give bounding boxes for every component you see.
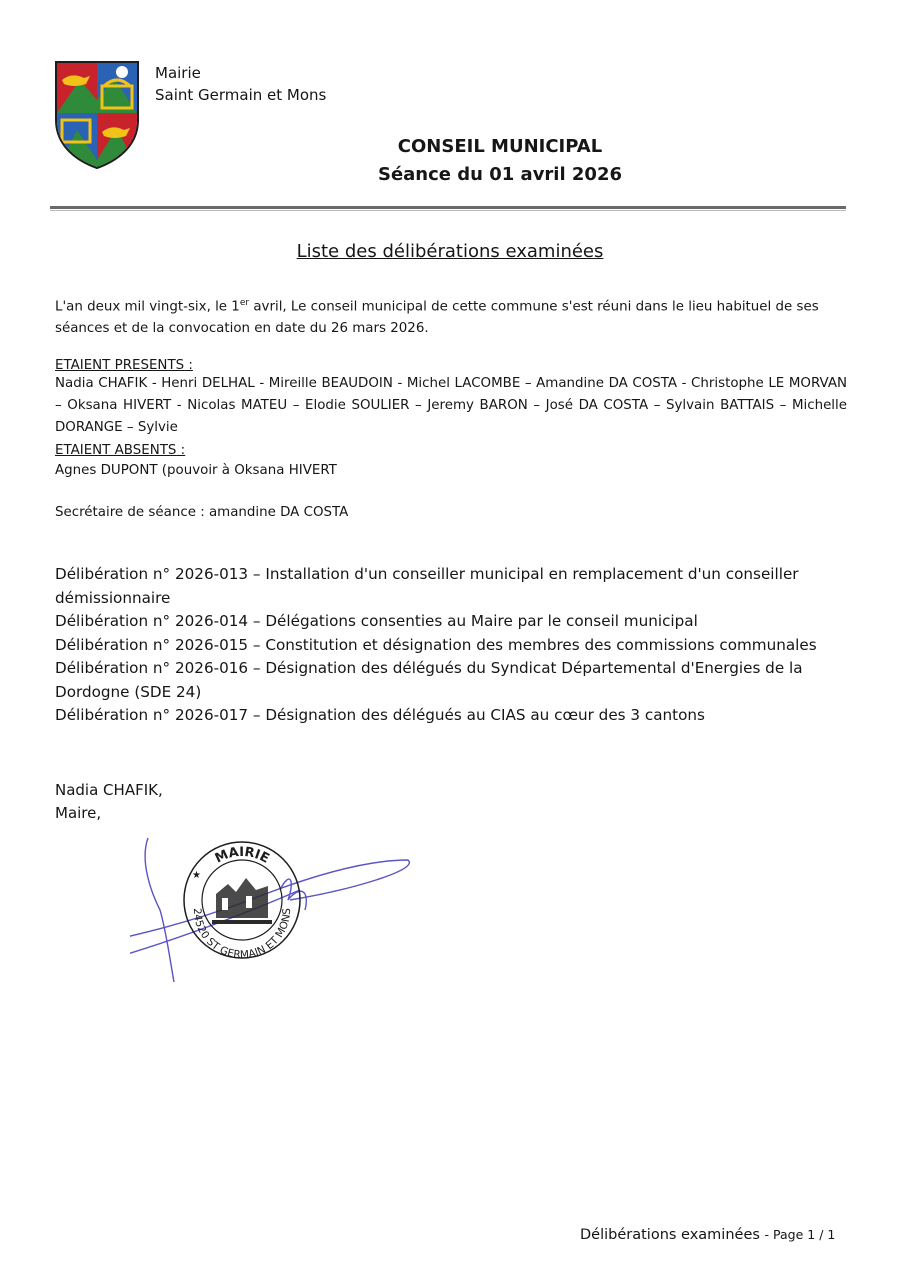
intro-paragraph: [55, 292, 847, 340]
header-divider: [50, 206, 846, 209]
seal-emblem: [212, 878, 272, 924]
absents-label: ETAIENT ABSENTS: [55, 443, 177, 458]
deliberation-item: Délibération n° 2026-016 – Désignation des délégués du Syndicat Départemental d'Energies de la Dordogne (SDE 24): [55, 659, 803, 701]
mairie-line-1: Mairie: [155, 64, 201, 82]
signature-and-seal: [130, 830, 420, 990]
page-footer: [580, 1227, 835, 1243]
presents-label: ETAIENT PRESENTS: [55, 358, 185, 373]
session-secretary: Secrétaire de séance : amandine DA COSTA: [55, 505, 349, 520]
deliberation-item: Délibération n° 2026-015 – Constitution et désignation des membres des commissions communales: [55, 635, 817, 654]
signer-role: Maire,: [55, 804, 102, 822]
page-title: CONSEIL MUNICIPAL: [397, 136, 603, 157]
signature-stroke: [145, 838, 174, 982]
header-divider-shadow: [50, 210, 846, 211]
presents-list: Nadia CHAFIK - Henri DELHAL - Mireille BEAUDOIN - Michel LACOMBE – Amandine DA COSTA - Christophe LE MORVAN – Oksana HIVERT - Nicolas MATEU – Elodie SOULIER – Jeremy BARON – José DA COSTA – Sylvain BATTAIS – Michelle DORANGE – Sylvie: [55, 376, 847, 435]
mairie-line-2: Saint Germain et Mons: [155, 86, 327, 104]
deliberations-list: [55, 563, 845, 728]
svg-text:★: ★: [192, 870, 201, 881]
page-number: - Page 1 / 1: [764, 1227, 836, 1242]
deliberation-item: Délibération n° 2026-014 – Délégations consenties au Maire par le conseil municipal: [55, 612, 698, 630]
presents-label-line: [55, 358, 193, 373]
presents-suffix: :: [184, 358, 193, 373]
deliberation-item: Délibération n° 2026-017 – Désignation des délégués au CIAS au cœur des 3 cantons: [55, 706, 705, 724]
absents-label-line: [55, 443, 185, 458]
intro-start: L'an deux mil vingt-six, le 1: [55, 299, 240, 315]
mairie-heading: [155, 62, 326, 106]
signer-name: Nadia CHAFIK,: [55, 781, 163, 799]
session-date: Séance du 01 avril 2026: [377, 164, 623, 185]
signer-block: [55, 779, 163, 825]
absents-suffix: :: [176, 443, 186, 458]
title-block: [300, 133, 700, 189]
signature-stroke: [130, 860, 409, 950]
absents-list: Agnes DUPONT (pouvoir à Oksana HIVERT: [55, 463, 337, 478]
footer-label: Délibérations examinées: [580, 1227, 760, 1243]
official-seal: [184, 842, 300, 961]
intro-sup: er: [239, 298, 250, 308]
seal-top-text: MAIRIE: [212, 844, 272, 867]
seal-ring-text: 24520 ST GERMAIN ET MONS: [190, 907, 294, 962]
deliberation-item: Délibération n° 2026-013 – Installation d'un conseiller municipal en remplacement d'un conseiller démissionnaire: [55, 565, 799, 607]
intro-end: avril, Le conseil municipal de cette commune s'est réuni dans le lieu habituel de ses séances et de la convocation en date du 26 mars 2026.: [55, 299, 819, 337]
list-heading: Liste des délibérations examinées: [296, 241, 604, 262]
municipal-crest-logo: [52, 60, 142, 170]
